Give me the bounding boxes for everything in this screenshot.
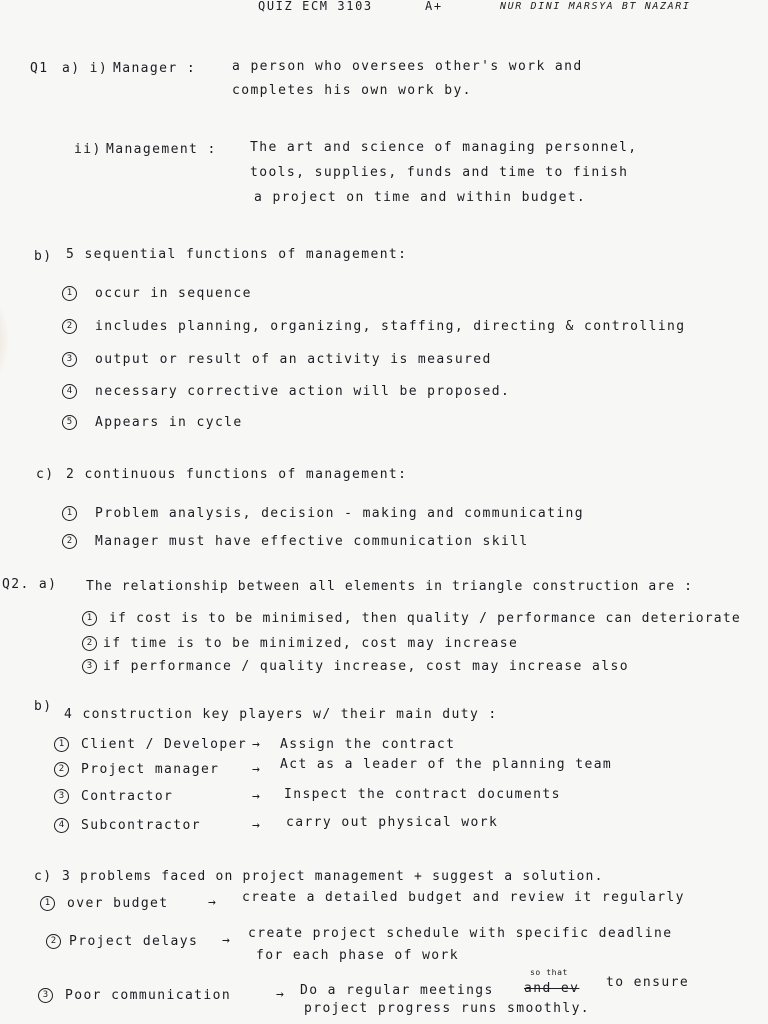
- duty-text: Act as a leader of the planning team: [280, 757, 613, 772]
- table-row: 1 Client / Developer: [54, 737, 247, 752]
- arrow-icon: →: [252, 789, 262, 804]
- solution-text-line2: for each phase of work: [256, 948, 459, 963]
- grade-mark: A+: [425, 0, 443, 13]
- management-term: Management :: [106, 142, 217, 157]
- list-item: 3 Poor communication: [38, 988, 231, 1003]
- list-item: 1 over budget: [40, 896, 169, 911]
- management-definition-line3: a project on time and within budget.: [254, 190, 587, 205]
- duty-text: Assign the contract: [280, 737, 456, 752]
- management-definition-line2: tools, supplies, funds and time to finish: [250, 165, 629, 180]
- q2-b-label: b): [34, 699, 53, 714]
- list-item: 1 Problem analysis, decision - making and communicating: [62, 506, 584, 521]
- manager-definition-line2: completes his own work by.: [232, 83, 472, 98]
- q1-c-label: c): [36, 467, 55, 482]
- student-name: NUR DINI MARSYA BT NAZARI: [500, 1, 691, 12]
- list-item: 2 includes planning, organizing, staffing, directing & controlling: [62, 319, 686, 334]
- quiz-title: QUIZ ECM 3103: [258, 0, 373, 13]
- q1-b-title: 5 sequential functions of management:: [66, 247, 408, 262]
- q1-label: Q1: [30, 61, 49, 76]
- arrow-icon: →: [252, 737, 262, 752]
- solution-text: Do a regular meetings: [300, 983, 494, 998]
- solution-text-line2: project progress runs smoothly.: [304, 1001, 591, 1016]
- management-definition-line1: The art and science of managing personnel,: [250, 140, 638, 155]
- manager-term: Manager :: [113, 61, 197, 76]
- q1-ii-label: ii): [74, 142, 102, 157]
- inserted-correction: so that: [530, 968, 568, 977]
- finger-shadow: [0, 280, 10, 400]
- q2-a-label: Q2. a): [2, 577, 58, 592]
- list-item: 5 Appears in cycle: [62, 415, 243, 430]
- q2-b-title: 4 construction key players w/ their main duty :: [64, 707, 498, 722]
- arrow-icon: →: [276, 987, 286, 1002]
- table-row: 2 Project manager: [54, 762, 219, 777]
- duty-text: carry out physical work: [286, 815, 499, 830]
- table-row: 3 Contractor: [54, 789, 173, 804]
- list-item: 4 necessary corrective action will be proposed.: [62, 384, 510, 399]
- duty-text: Inspect the contract documents: [284, 787, 561, 802]
- list-item: 3 output or result of an activity is measured: [62, 352, 492, 367]
- q1-b-label: b): [34, 249, 53, 264]
- list-item: 3 if performance / quality increase, cost may increase also: [82, 659, 629, 674]
- solution-text: create project schedule with specific deadline: [248, 926, 673, 941]
- arrow-icon: →: [222, 933, 232, 948]
- arrow-icon: →: [252, 762, 262, 777]
- manager-definition-line1: a person who oversees other's work and: [232, 59, 583, 74]
- table-row: 4 Subcontractor: [54, 818, 201, 833]
- list-item: 2 Manager must have effective communication skill: [62, 534, 529, 549]
- q2-c-label: c): [34, 869, 53, 884]
- solution-text-continued: to ensure: [606, 975, 690, 990]
- q2-a-title: The relationship between all elements in triangle construction are :: [86, 579, 694, 594]
- list-item: 2 Project delays: [46, 934, 198, 949]
- q1-c-title: 2 continuous functions of management:: [66, 467, 408, 482]
- q2-c-title: 3 problems faced on project management + suggest a solution.: [62, 869, 604, 884]
- list-item: 1 if cost is to be minimised, then quality / performance can deteriorate: [82, 611, 741, 626]
- q1-a-label: a) i): [62, 61, 109, 76]
- list-item: 2 if time is to be minimized, cost may increase: [82, 636, 518, 651]
- solution-text: create a detailed budget and review it regularly: [242, 890, 685, 905]
- arrow-icon: →: [252, 818, 262, 833]
- list-item: 1 occur in sequence: [62, 286, 252, 301]
- arrow-icon: →: [208, 895, 218, 910]
- struck-text: and ev: [524, 981, 580, 996]
